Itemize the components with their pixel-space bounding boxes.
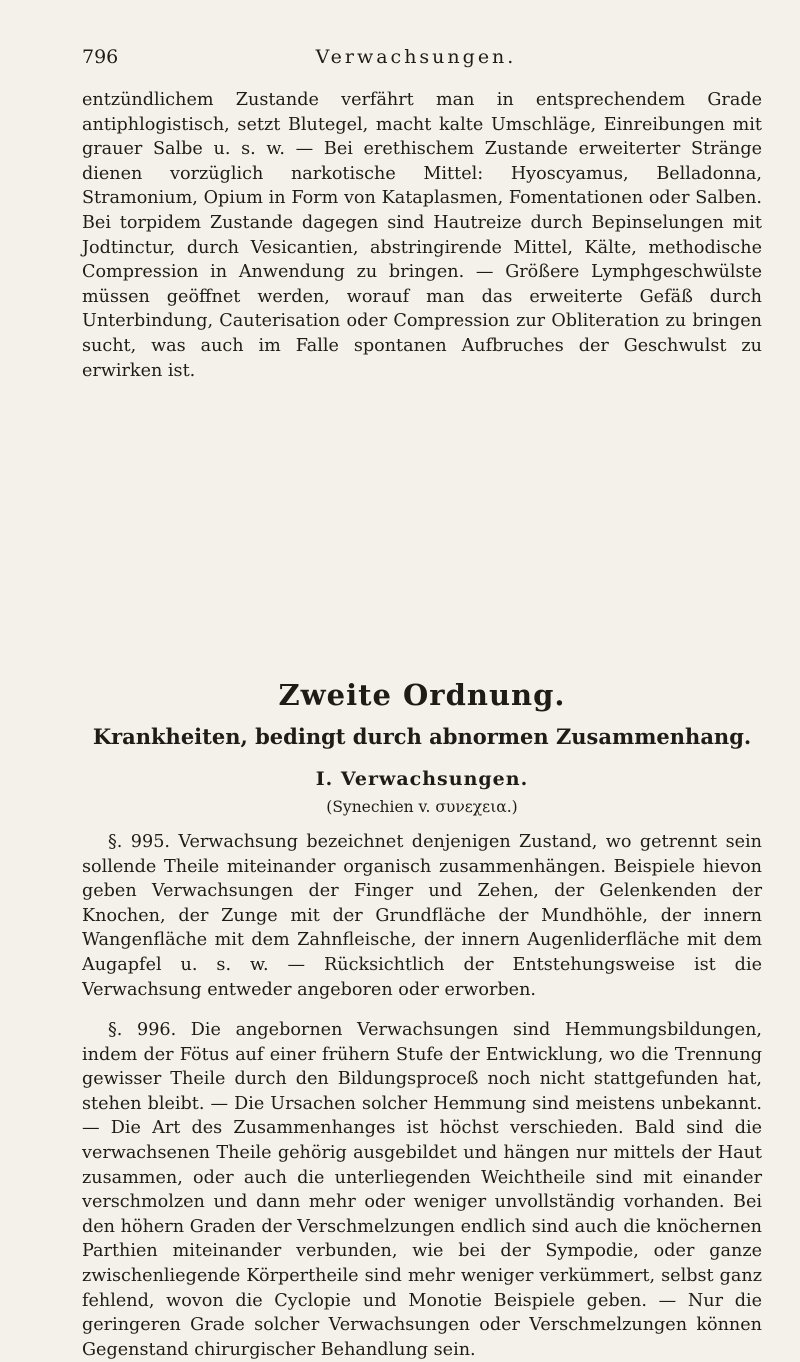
intro-paragraph: entzündlichem Zustande verfährt man in entsprechendem Grade antiphlogistisch, setzt Blutegel, macht kalte Umschläge, Einreibungen mit grauer Salbe u. s. w. — Bei erethischem Zustande erweiterter Stränge dienen vorzüglich narkotische Mittel: Hyoscyamus, Belladonna, Stramonium, Opium in Form von Kataplasmen, Fomentationen oder Salben. Bei torpidem Zustande dagegen sind Hautreize durch Bepinselungen mit Jodtinctur, durch Vesicantien, abstringirende Mittel, Kälte, methodische Compression in Anwendung zu bringen. — Größere Lymphgeschwülste müssen geöffnet werden, worauf man das erweiterte Gefäß durch Unterbindung, Cauterisation oder Compression zur Obliteration zu bringen sucht, was auch im Falle spontanen Aufbruches der Geschwulst zu erwirken ist. <box>82 90 762 381</box>
order-subtitle: Krankheiten, bedingt durch abnormen Zusammenhang. <box>92 724 752 749</box>
running-head: Verwachsungen. <box>315 46 517 68</box>
section-synonym: (Synechien v. συνεχεια.) <box>326 798 518 816</box>
page-header <box>82 46 750 76</box>
order-title: Zweite Ordnung. <box>278 678 566 712</box>
section-title: I. Verwachsungen. <box>315 768 529 790</box>
page-number: 796 <box>82 46 119 68</box>
paragraph-996: §. 996. Die angebornen Verwachsungen sind Hemmungsbildungen, indem der Fötus auf einer frühern Stufe der Entwicklung, wo die Trennung gewisser Theile durch den Bildungsproceß noch nicht stattgefunden hat, stehen bleibt. — Die Ursachen solcher Hemmung sind meistens unbekannt. — Die Art des Zusammenhanges ist höchst verschieden. Bald sind die verwachsenen Theile gehörig ausgebildet und hängen nur mittels der Haut zusammen, oder auch die unterliegenden Weichtheile sind mit einander verschmolzen und dann mehr oder weniger unvollständig vorhanden. Bei den höhern Graden der Verschmelzungen endlich sind auch die knöchernen Parthien miteinander verbunden, wie bei der Sympodie, oder ganze zwischenliegende Körpertheile sind mehr weniger verkümmert, selbst ganz fehlend, wovon die Cyclopie und Monotie Beispiele geben. — Nur die geringeren Grade solcher Verwachsungen oder Verschmelzungen können Gegenstand chirurgischer Behandlung sein. <box>82 1020 762 1360</box>
paragraph-995: §. 995. Verwachsung bezeichnet denjenigen Zustand, wo getrennt sein sollende Theile miteinander organisch zusammenhängen. Beispiele hievon geben Verwachsungen der Finger und Zehen, der Gelenkenden der Knochen, der Zunge mit der Grundfläche der Mundhöhle, der innern Wangenfläche mit dem Zahnfleische, der innern Augenliderfläche mit dem Augapfel u. s. w. — Rücksichtlich der Entstehungsweise ist die Verwachsung entweder angeboren oder erworben. <box>82 832 762 1000</box>
